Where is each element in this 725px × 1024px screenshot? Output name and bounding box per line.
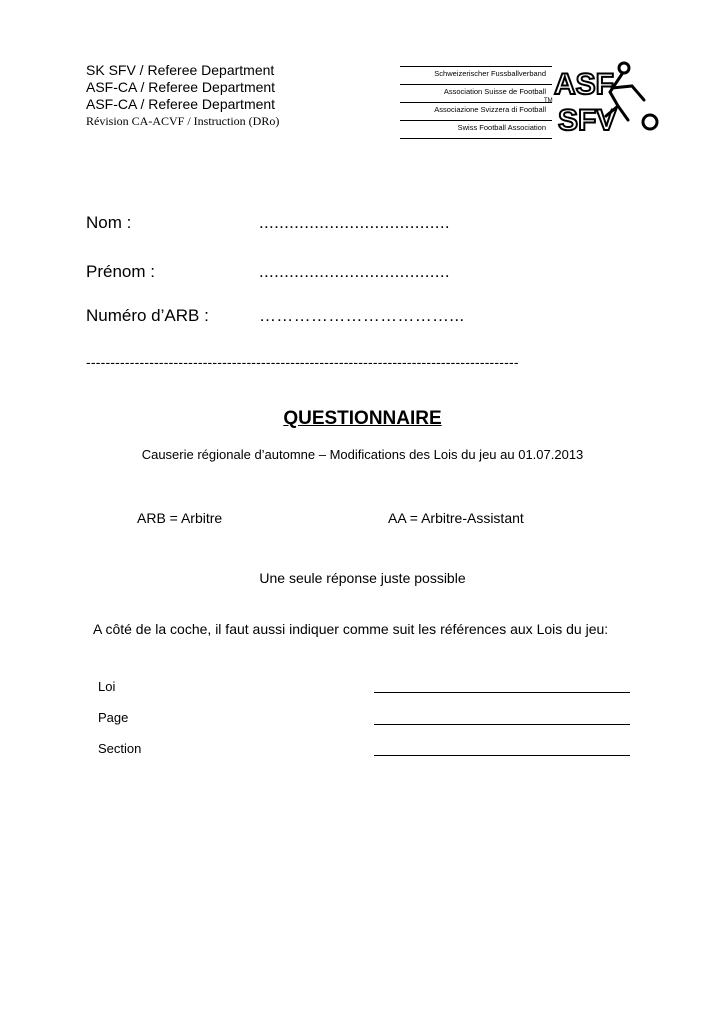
page-subtitle: Causerie régionale d’automne – Modifications des Lois du jeu au 01.07.2013 bbox=[141, 447, 584, 462]
logo-trademark: TM bbox=[544, 98, 553, 104]
association-name-fr: Association Suisse de Football bbox=[400, 84, 552, 102]
dashed-separator: ----------------------------------------------------------------------------------------- bbox=[86, 354, 519, 370]
header-revision: Révision CA-ACVF / Instruction (DRo) bbox=[86, 114, 280, 128]
ref-loi-label: Loi bbox=[98, 679, 116, 694]
logo-text-bottom: SFV bbox=[558, 104, 617, 137]
page-title: QUESTIONNAIRE bbox=[283, 408, 442, 429]
prenom-field[interactable]: ...................................... bbox=[259, 262, 450, 281]
header-line-asf-ca-1: ASF-CA / Referee Department bbox=[86, 79, 276, 95]
abbr-aa: AA = Arbitre-Assistant bbox=[388, 510, 524, 526]
nom-label: Nom : bbox=[86, 213, 132, 232]
association-name-de: Schweizerischer Fussballverband bbox=[400, 66, 552, 84]
abbr-arb: ARB = Arbitre bbox=[137, 510, 223, 526]
ref-page-label: Page bbox=[98, 710, 129, 725]
ref-page-line[interactable] bbox=[374, 724, 630, 725]
single-answer-note: Une seule réponse juste possible bbox=[259, 570, 466, 586]
ref-section-label: Section bbox=[98, 741, 142, 756]
asf-sfv-logo bbox=[544, 50, 664, 140]
association-names bbox=[400, 66, 552, 139]
ref-loi-line[interactable] bbox=[374, 692, 630, 693]
arb-number-field[interactable]: ……………………………... bbox=[259, 306, 465, 325]
instruction-text: A côté de la coche, il faut aussi indiquer comme suit les références aux Lois du jeu: bbox=[93, 621, 609, 637]
ref-section-line[interactable] bbox=[374, 755, 630, 756]
nom-field[interactable]: ...................................... bbox=[259, 213, 450, 232]
prenom-label: Prénom : bbox=[86, 262, 155, 281]
header-line-sk-sfv: SK SFV / Referee Department bbox=[86, 62, 275, 78]
association-name-en: Swiss Football Association bbox=[400, 120, 552, 139]
header-line-asf-ca-2: ASF-CA / Referee Department bbox=[86, 96, 276, 112]
association-name-it: Associazione Svizzera di Football bbox=[400, 102, 552, 120]
logo-text-top: ASF bbox=[554, 68, 614, 101]
arb-number-label: Numéro d’ARB : bbox=[86, 306, 209, 325]
